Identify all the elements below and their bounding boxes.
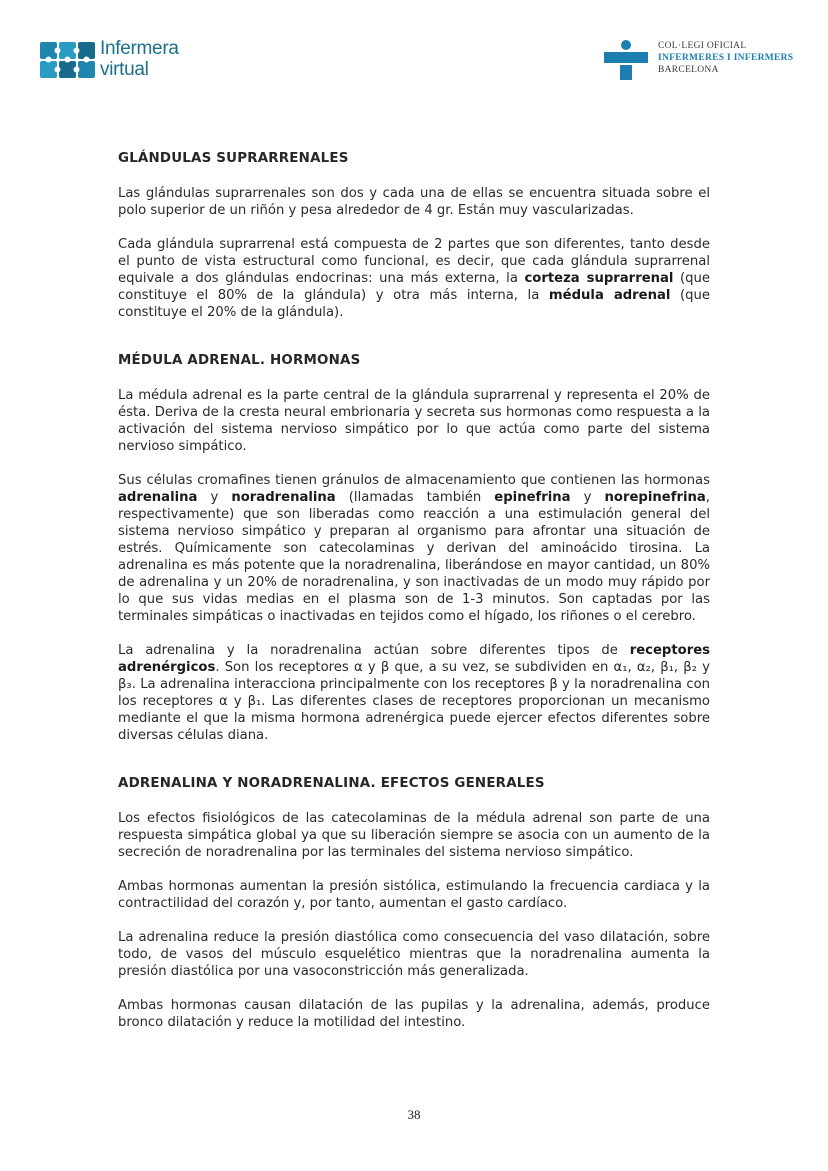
coib-wordmark bbox=[658, 40, 793, 76]
infermera-virtual-wordmark bbox=[100, 38, 179, 80]
logo-line-1: Infermera bbox=[100, 38, 179, 59]
paragraph: Cada glándula suprarrenal está compuesta de 2 partes que son diferentes, tanto desde el punto de vista estructural como funcional, es decir, que cada glándula suprarrenal equivale a dos glándulas endocrinas: una más externa, la corteza suprarrenal (que constituye el 80% de la glándula) y otra más interna, la médula adrenal (que constituye el 20% de la glándula). bbox=[118, 237, 710, 320]
paragraph: Ambas hormonas causan dilatación de las pupilas y la adrenalina, además, produce bronco dilatación y reduce la motilidad del intestino. bbox=[118, 998, 710, 1030]
document-body bbox=[118, 150, 710, 1031]
bold-term: adrenalina bbox=[118, 490, 198, 505]
paragraph: Los efectos fisiológicos de las catecolaminas de la médula adrenal son parte de una respuesta simpática global ya que su liberación siempre se asocia con un aumento de la secreción de noradrenalina por las terminales del sistema nervioso simpático. bbox=[118, 811, 710, 860]
logo-line-2: virtual bbox=[100, 59, 149, 80]
infermera-virtual-logo bbox=[38, 38, 198, 82]
paragraph: Ambas hormonas aumentan la presión sistólica, estimulando la frecuencia cardiaca y la contractilidad del corazón y, por tanto, aumentan el gasto cardíaco. bbox=[118, 879, 710, 911]
paragraph: La adrenalina reduce la presión diastólica como consecuencia del vaso dilatación, sobre todo, de vasos del músculo esquelético mientras que la noradrenalina aumenta la presión diastólica por una vasoconstricción más generalizada. bbox=[118, 930, 710, 979]
paragraph: La adrenalina y la noradrenalina actúan sobre diferentes tipos de receptores adrenérgicos. Son los receptores α y β que, a su vez, se subdividen en α₁, α₂, β₁, β₂ y β₃. La adrenalina interacciona principalmente con los receptores β y la noradrenalina con los receptores α y β₁. Las diferentes clases de receptores proporcionan un mecanismo mediante el que la misma hormona adrenérgica puede ejercer efectos diferentes sobre diversas células diana. bbox=[118, 643, 710, 743]
bold-term: noradrenalina bbox=[231, 490, 336, 505]
coib-line-1: COL·LEGI OFICIAL bbox=[658, 41, 747, 51]
section-title-efectos: ADRENALINA Y NORADRENALINA. EFECTOS GENERALES bbox=[118, 776, 545, 791]
bold-term: médula adrenal bbox=[548, 288, 671, 303]
paragraph: Sus células cromafines tienen gránulos de almacenamiento que contienen las hormonas adrenalina y noradrenalina (llamadas también epinefrina y norepinefrina, respectivamente) que son liberadas como reacción a una estimulación general del sistema nervioso simpático y preparan al organismo para afrontar una situación de estrés. Químicamente son catecolaminas y derivan del aminoácido tirosina. La adrenalina es más potente que la noradrenalina, liberándose en mayor cantidad, un 80% de adrenalina y un 20% de noradrenalina, y son inactivadas de un modo muy rápido por lo que sus vidas medias en el plasma son de 1-3 minutos. Son captadas por las terminales simpáticas o inactivadas en tejidos como el hígado, los riñones o el cerebro. bbox=[118, 473, 710, 624]
paragraph: Las glándulas suprarrenales son dos y cada una de ellas se encuentra situada sobre el polo superior de un riñón y pesa alrededor de 4 gr. Están muy vascularizadas. bbox=[118, 186, 710, 218]
bold-term: corteza suprarrenal bbox=[524, 271, 674, 286]
puzzle-logo-icon bbox=[38, 40, 98, 80]
coib-line-2: INFERMERES I INFERMERS bbox=[658, 53, 794, 63]
coib-logo bbox=[604, 38, 804, 82]
paragraph: La médula adrenal es la parte central de la glándula suprarrenal y representa el 20% de ésta. Deriva de la cresta neural embrionaria y secreta sus hormonas como respuesta a la activación del sistema nervioso simpático por lo que actúa como parte del sistema nervioso simpático. bbox=[118, 388, 710, 454]
page-number: 38 bbox=[407, 1107, 421, 1122]
coib-line-3: BARCELONA bbox=[658, 65, 719, 75]
bold-term: receptores adrenérgicos bbox=[118, 643, 710, 675]
cross-logo-icon bbox=[604, 40, 648, 80]
bold-term: norepinefrina bbox=[604, 490, 706, 505]
section-title-glandulas: GLÁNDULAS SUPRARRENALES bbox=[118, 151, 349, 166]
bold-term: epinefrina bbox=[494, 490, 571, 505]
section-title-medula: MÉDULA ADRENAL. HORMONAS bbox=[118, 353, 361, 368]
